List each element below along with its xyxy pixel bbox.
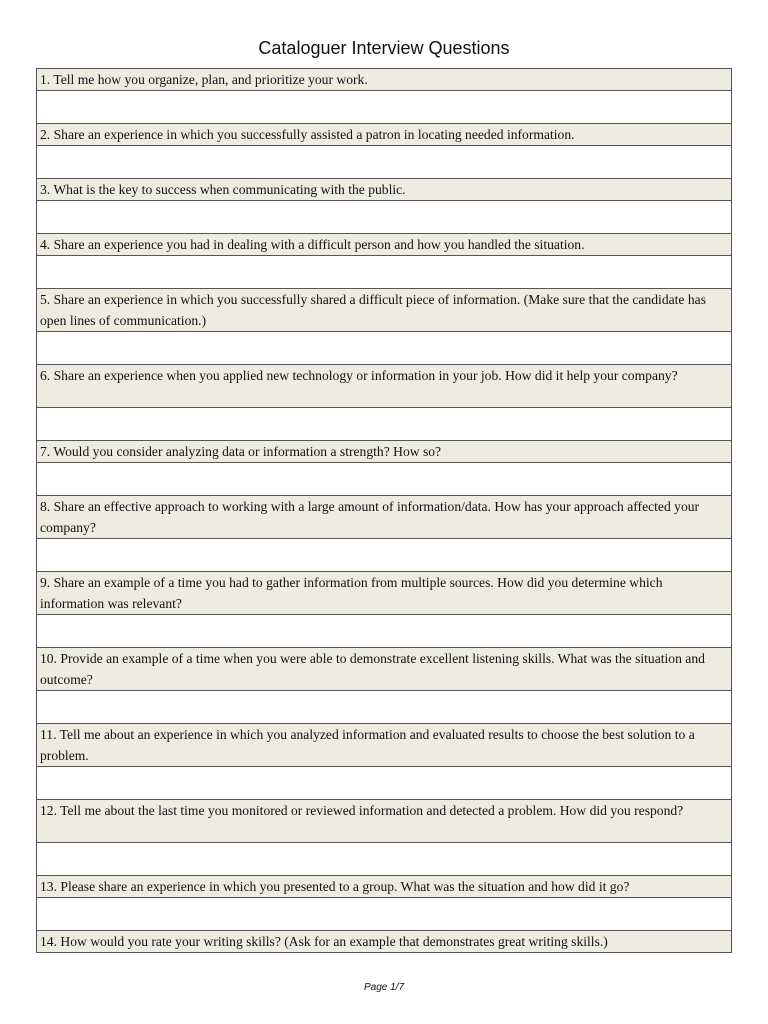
question-text: 4. Share an experience you had in dealing with a difficult person and how you handled the situation. — [37, 234, 732, 256]
page-number: Page 1/7 — [363, 982, 405, 993]
question-row — [37, 496, 732, 539]
answer-space[interactable] — [37, 91, 732, 124]
question-row — [37, 648, 732, 691]
answer-space[interactable] — [37, 615, 732, 648]
question-row — [37, 234, 732, 256]
answer-row — [37, 91, 732, 124]
answer-row — [37, 539, 732, 572]
question-row — [37, 800, 732, 843]
answer-space[interactable] — [37, 201, 732, 234]
question-text: 5. Share an experience in which you successfully shared a difficult piece of information. (Make sure that the candidate has open lines of communication.) — [37, 289, 732, 332]
question-row — [37, 724, 732, 767]
question-text: 12. Tell me about the last time you monitored or reviewed information and detected a problem. How did you respond? — [37, 800, 732, 843]
question-text: 2. Share an experience in which you successfully assisted a patron in locating needed information. — [37, 124, 732, 146]
questions-table — [36, 68, 732, 953]
answer-space[interactable] — [37, 691, 732, 724]
answer-space[interactable] — [37, 463, 732, 496]
question-text: 11. Tell me about an experience in which you analyzed information and evaluated results to choose the best solution to a problem. — [37, 724, 732, 767]
question-text: 14. How would you rate your writing skills? (Ask for an example that demonstrates great writing skills.) — [37, 931, 732, 953]
answer-row — [37, 201, 732, 234]
question-text: 10. Provide an example of a time when you were able to demonstrate excellent listening skills. What was the situation and outcome? — [37, 648, 732, 691]
question-row — [37, 931, 732, 953]
answer-space[interactable] — [37, 256, 732, 289]
question-text: 13. Please share an experience in which you presented to a group. What was the situation and how did it go? — [37, 876, 732, 898]
answer-row — [37, 146, 732, 179]
answer-space[interactable] — [37, 332, 732, 365]
question-row — [37, 69, 732, 91]
answer-space[interactable] — [37, 539, 732, 572]
question-text: 7. Would you consider analyzing data or information a strength? How so? — [37, 441, 732, 463]
answer-row — [37, 408, 732, 441]
question-row — [37, 289, 732, 332]
question-row — [37, 876, 732, 898]
question-row — [37, 572, 732, 615]
answer-space[interactable] — [37, 408, 732, 441]
question-text: 1. Tell me how you organize, plan, and prioritize your work. — [37, 69, 732, 91]
question-row — [37, 179, 732, 201]
answer-space[interactable] — [37, 146, 732, 179]
question-text: 6. Share an experience when you applied new technology or information in your job. How did it help your company? — [37, 365, 732, 408]
question-text: 8. Share an effective approach to working with a large amount of information/data. How has your approach affected your company? — [37, 496, 732, 539]
answer-row — [37, 256, 732, 289]
question-row — [37, 365, 732, 408]
question-text: 3. What is the key to success when communicating with the public. — [37, 179, 732, 201]
question-row — [37, 441, 732, 463]
answer-row — [37, 767, 732, 800]
question-text: 9. Share an example of a time you had to gather information from multiple sources. How did you determine which information was relevant? — [37, 572, 732, 615]
answer-space[interactable] — [37, 843, 732, 876]
answer-row — [37, 691, 732, 724]
page-title: Cataloguer Interview Questions — [258, 38, 510, 58]
question-row — [37, 124, 732, 146]
answer-row — [37, 843, 732, 876]
answer-row — [37, 898, 732, 931]
answer-space[interactable] — [37, 767, 732, 800]
answer-row — [37, 332, 732, 365]
answer-row — [37, 463, 732, 496]
answer-row — [37, 615, 732, 648]
answer-space[interactable] — [37, 898, 732, 931]
